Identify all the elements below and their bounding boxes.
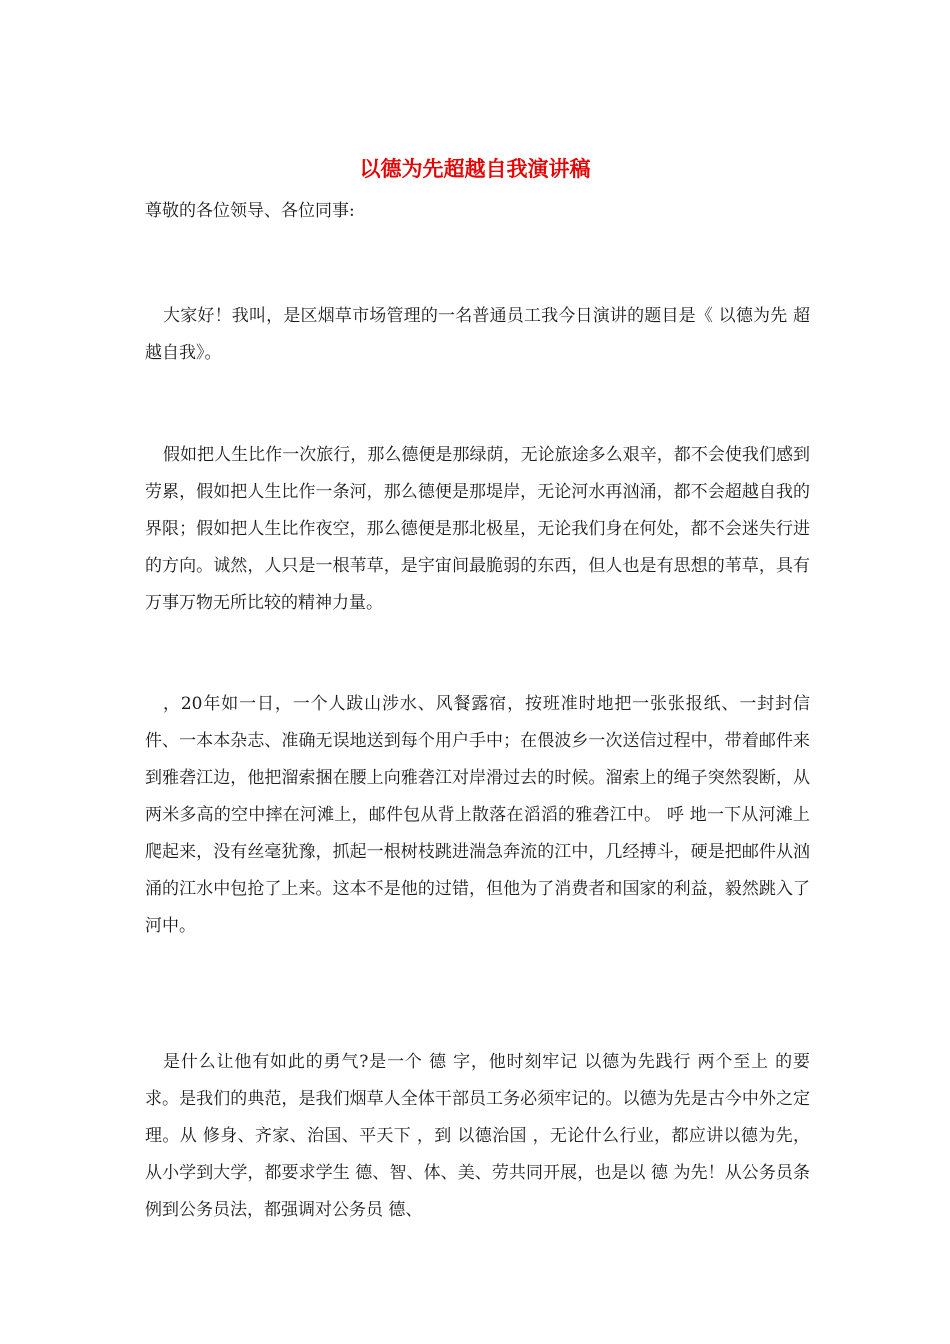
paragraph-4: 是什么让他有如此的勇气?是一个 德 字，他时刻牢记 以德为先践行 两个至上 的要求。是我们的典范，是我们烟草人全体干部员工务必须牢记的。以德为先是古今中外之定理。从 修身、齐家、治国、平天下 ，到 以德治国 ，无论什么行业，都应讲以德为先，从小学到大学，都要求学生 德、智、体、美、劳共同开展，也是以 德 为先！从公务员条例到公务员法，都强调对公务员 德、 <box>145 1052 810 1220</box>
paragraph-1: 大家好！我叫，是区烟草市场管理的一名普通员工我今日演讲的题目是《 以德为先 超越自我》。 <box>145 306 810 363</box>
salutation: 尊敬的各位领导、各位同事: <box>145 201 355 221</box>
document-title: 以德为先超越自我演讲稿 <box>359 156 591 181</box>
paragraph-3: ，20年如一日，一个人跋山涉水、风餐露宿，按班准时地把一张张报纸、一封封信件、一本本杂志、准确无误地送到每个用户手中；在偎波乡一次送信过程中，带着邮件来到雅砻江边，他把溜索捆在腰上向雅砻江对岸滑过去的时候。溜索上的绳子突然裂断，从两米多高的空中摔在河滩上，邮件包从背上散落在滔滔的雅砻江中。 呼 地一下从河滩上爬起来，没有丝毫犹豫，抓起一根树枝跳进湍急奔流的江中，几经搏斗，硬是把邮件从汹涌的江水中包抢了上来。这本不是他的过错，但他为了消费者和国家的利益，毅然跳入了河中。 <box>145 694 810 936</box>
paragraph-2: 假如把人生比作一次旅行，那么德便是那绿荫，无论旅途多么艰辛，都不会使我们感到劳累，假如把人生比作一条河，那么德便是那堤岸，无论河水再汹涌，都不会超越自我的界限；假如把人生比作夜空，那么德便是那北极星，无论我们身在何处，都不会迷失行进的方向。诚然，人只是一根苇草，是宇宙间最脆弱的东西，但人也是有思想的苇草，具有万事万物无所比较的精神力量。 <box>145 445 810 613</box>
